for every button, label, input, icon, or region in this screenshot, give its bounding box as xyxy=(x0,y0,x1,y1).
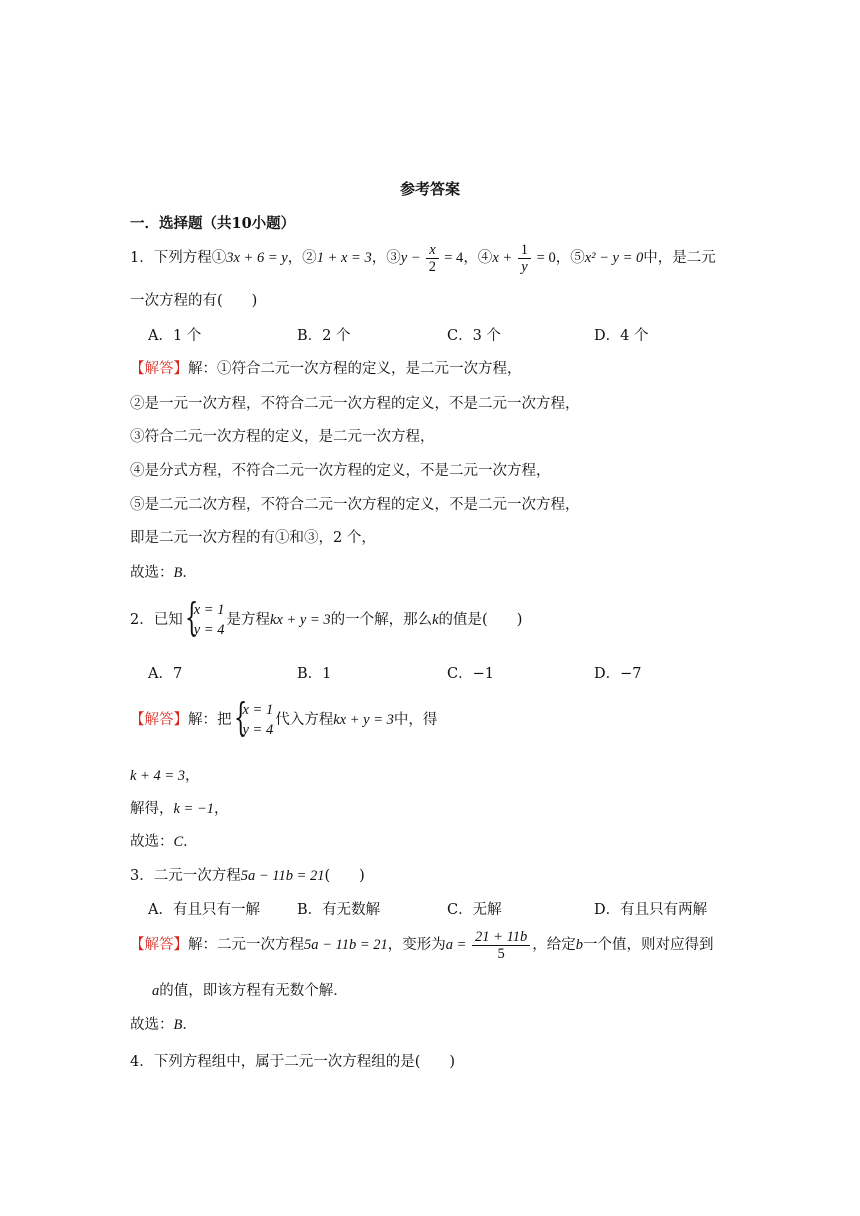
q1-option-b: B．2 个 xyxy=(297,328,351,344)
q1-answer-line-5: ⑤是二元二次方程，不符合二元一次方程的定义，不是二元一次方程， xyxy=(130,497,580,513)
q1-answer-line-3: ③符合二元一次方程的定义，是二元一次方程， xyxy=(130,429,435,445)
question-1: 1．下列方程①3x + 6 = y，②1 + x = 3，③y − $\frac{x}{2}$ = 4，④x + $\frac{1}{y}$ = 0，⑤x² − y = 0中，是二元 xyxy=(130,241,716,275)
question-1-line2: 一次方程的有( ) xyxy=(130,293,258,309)
fraction: $\frac{x}{2}$ xyxy=(426,242,438,275)
q1-option-c: C．3 个 xyxy=(447,328,501,344)
q2-option-a: A．7 xyxy=(148,666,183,682)
q3-option-d: D．有且只有两解 xyxy=(594,902,708,918)
fraction: $\frac{21 + 11b}{5}$ xyxy=(472,929,530,962)
q1-answer-line-2: ②是一元一次方程，不符合二元一次方程的定义，不是二元一次方程， xyxy=(130,396,580,412)
question-2: 2．已知 { x = 1 y = 4 是方程kx + y = 3的一个解，那么k的值是( ) xyxy=(130,595,523,639)
q3-answer-line-1: 【解答】解：二元一次方程5a − 11b = 21，变形为a = $\frac{21 + 11b}{5}$ ，给定b一个值，则对应得到 xyxy=(130,928,714,962)
q3-option-a: A．有且只有一解 xyxy=(148,902,260,918)
q3-answer-line-2: a的值，即该方程有无数个解． xyxy=(152,983,348,999)
question-4: 4．下列方程组中，属于二元一次方程组的是( ) xyxy=(130,1054,456,1070)
answer-tag: 【解答】 xyxy=(130,937,188,953)
q2-answer-line-1: 【解答】解：把 { x = 1 y = 4 代入方程kx + y = 3中，得 xyxy=(130,695,438,739)
answer-tag: 【解答】 xyxy=(130,361,188,377)
q2-option-b: B．1 xyxy=(297,666,332,682)
q2-answer-line-2: k + 4 = 3， xyxy=(130,768,200,784)
q3-option-b: B．有无数解 xyxy=(297,902,381,918)
q3-choice: 故选：B． xyxy=(130,1017,197,1033)
fraction: $\frac{1}{y}$ xyxy=(518,242,531,275)
equation-system: { x = 1 y = 4 xyxy=(184,595,225,639)
q2-option-c: C．−1 xyxy=(447,666,494,682)
q3-option-c: C．无解 xyxy=(447,902,502,918)
answer-tag: 【解答】 xyxy=(130,712,188,728)
q2-option-d: D．−7 xyxy=(594,666,642,682)
section-heading: 一．选择题（共10小题） xyxy=(130,215,296,232)
q1-answer-line-6: 即是二元一次方程的有①和③，2 个， xyxy=(130,530,376,546)
q1-choice: 故选：B． xyxy=(130,565,197,581)
q1-answer-line-1: 【解答】解：①符合二元一次方程的定义，是二元一次方程， xyxy=(130,361,522,377)
question-3: 3．二元一次方程5a − 11b = 21( ) xyxy=(130,868,365,884)
q1-option-a: A．1 个 xyxy=(148,328,202,344)
q1-option-d: D．4 个 xyxy=(594,328,649,344)
page-title: 参考答案 xyxy=(399,180,460,198)
q1-answer-line-4: ④是分式方程，不符合二元一次方程的定义，不是二元一次方程， xyxy=(130,463,551,479)
q2-choice: 故选：C． xyxy=(130,834,198,850)
q2-answer-line-3: 解得，k = −1， xyxy=(130,801,229,817)
equation-system: { x = 1 y = 4 xyxy=(233,695,274,739)
